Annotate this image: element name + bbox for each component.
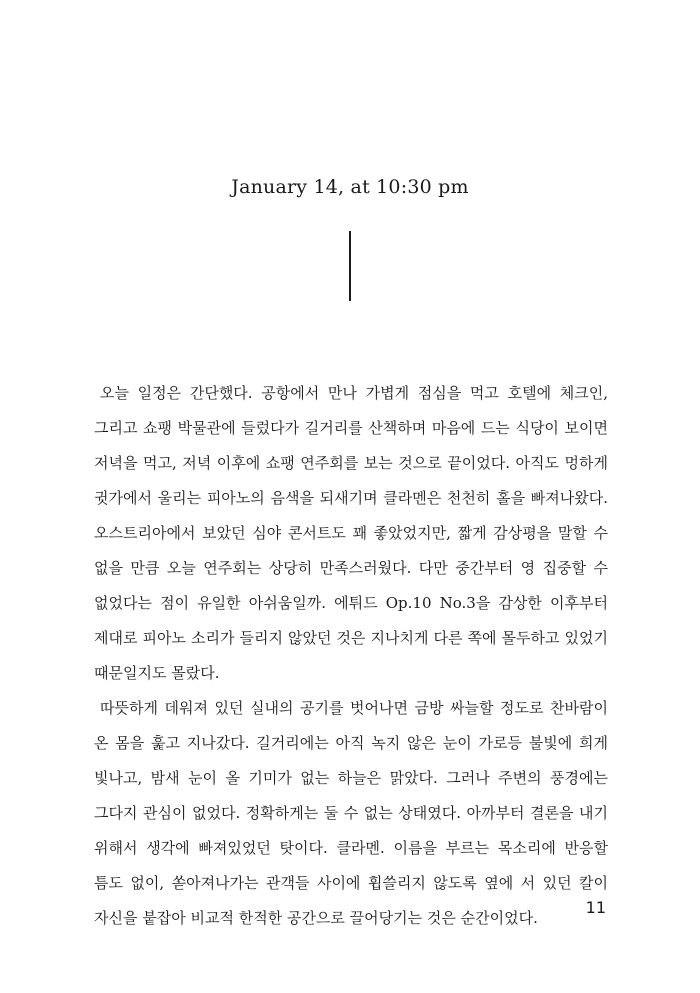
paragraph-1: 오늘 일정은 간단했다. 공항에서 만나 가볍게 점심을 먹고 호텔에 체크인, 그리고 쇼팽 박물관에 들렀다가 길거리를 산책하며 마음에 드는 식당이 보이면 저녁을 먹고, 저녁 이후에 쇼팽 연주회를 보는 것으로 끝이었다. 아직도 멍하게 귓가에서 울리는 피아노의 음색을 되새기며 클라멘은 천천히 홀을 빠져나왔다. 오스트리아에서 보았던 심야 콘서트도 꽤 좋았었지만, 짧게 감상평을 말할 수 없을 만큼 오늘 연주회는 상당히 만족스러웠다. 다만 중간부터 영 집중할 수 없었다는 점이 유일한 아쉬움일까. 에튀드 Op.10 No.3을 감상한 이후부터 제대로 피아노 소리가 들리지 않았던 것은 지나치게 다른 쪽에 몰두하고 있었기 때문일지도 몰랐다. bbox=[94, 384, 608, 682]
chapter-heading: January 14, at 10:30 pm bbox=[231, 176, 469, 198]
body-text bbox=[94, 376, 608, 936]
paragraph-2: 따뜻하게 데워져 있던 실내의 공기를 벗어나면 금방 싸늘할 정도로 찬바람이 온 몸을 훑고 지나갔다. 길거리에는 아직 녹지 않은 눈이 가로등 불빛에 희게 빛나고, 밤새 눈이 올 기미가 없는 하늘은 맑았다. 그러나 주변의 풍경에는 그다지 관심이 없었다. 정확하게는 둘 수 없는 상태였다. 아까부터 결론을 내기 위해서 생각에 빠져있었던 탓이다. 클라멘. 이름을 부르는 목소리에 반응할 틈도 없이, 쏟아져나가는 관객들 사이에 휩쓸리지 않도록 옆에 서 있던 칼이 자신을 붙잡아 비교적 한적한 공간으로 끌어당기는 것은 순간이었다. bbox=[94, 699, 608, 927]
page-number: 11 bbox=[585, 898, 606, 917]
vertical-divider bbox=[349, 231, 351, 301]
